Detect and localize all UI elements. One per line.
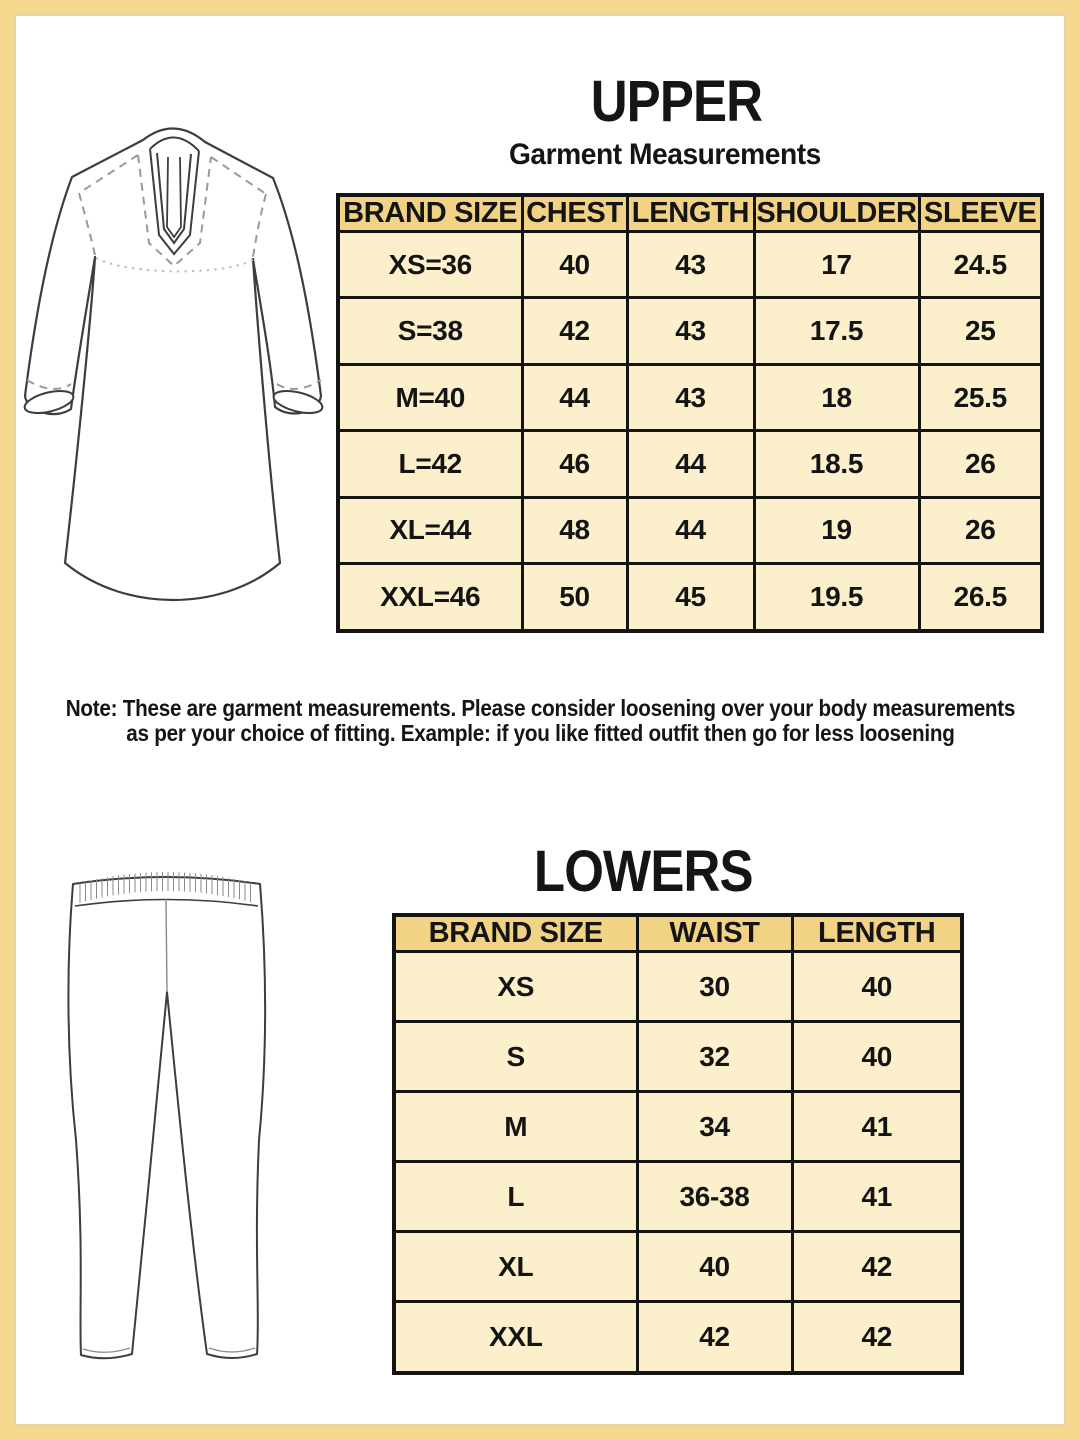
note-line-2: as per your choice of fitting. Example: if you like fitted outfit then go for less loosening bbox=[125, 720, 955, 746]
size-cell: 34 bbox=[637, 1092, 792, 1162]
size-cell: 19 bbox=[754, 497, 919, 563]
size-cell: 42 bbox=[522, 298, 627, 364]
size-cell: 42 bbox=[792, 1232, 962, 1302]
upper-title: UPPER bbox=[590, 69, 762, 134]
size-cell: 24.5 bbox=[919, 232, 1042, 298]
size-cell: 44 bbox=[522, 364, 627, 430]
upper-title-wrap bbox=[276, 68, 1076, 135]
size-row bbox=[338, 364, 1042, 430]
leggings-line-drawing bbox=[55, 868, 305, 1368]
size-cell: XL=44 bbox=[338, 497, 522, 563]
column-header: LENGTH bbox=[627, 195, 754, 232]
size-row bbox=[394, 1092, 962, 1162]
measurement-note-text bbox=[65, 696, 1014, 746]
size-cell: 32 bbox=[637, 1022, 792, 1092]
size-cell: 41 bbox=[792, 1162, 962, 1232]
size-cell: 50 bbox=[522, 564, 627, 631]
size-row bbox=[338, 298, 1042, 364]
size-row bbox=[394, 952, 962, 1022]
upper-size-table bbox=[336, 193, 1044, 633]
size-cell: 25.5 bbox=[919, 364, 1042, 430]
lowers-title-wrap bbox=[243, 838, 1043, 905]
column-header: BRAND SIZE bbox=[394, 915, 637, 952]
size-cell: 18.5 bbox=[754, 431, 919, 497]
size-cell: XS bbox=[394, 952, 637, 1022]
size-cell: 40 bbox=[637, 1232, 792, 1302]
size-cell: XXL=46 bbox=[338, 564, 522, 631]
size-cell: 40 bbox=[792, 952, 962, 1022]
size-cell: 42 bbox=[792, 1302, 962, 1373]
size-cell: 18 bbox=[754, 364, 919, 430]
size-cell: M bbox=[394, 1092, 637, 1162]
size-cell: 44 bbox=[627, 431, 754, 497]
column-header: CHEST bbox=[522, 195, 627, 232]
size-cell: 42 bbox=[637, 1302, 792, 1373]
size-cell: 40 bbox=[522, 232, 627, 298]
size-row bbox=[394, 1232, 962, 1302]
size-cell: 26.5 bbox=[919, 564, 1042, 631]
size-cell: S=38 bbox=[338, 298, 522, 364]
size-cell: 36-38 bbox=[637, 1162, 792, 1232]
size-cell: XL bbox=[394, 1232, 637, 1302]
size-cell: M=40 bbox=[338, 364, 522, 430]
header-row bbox=[394, 915, 962, 952]
size-cell: S bbox=[394, 1022, 637, 1092]
size-row bbox=[338, 232, 1042, 298]
upper-subtitle-wrap bbox=[265, 138, 1065, 172]
size-cell: 17 bbox=[754, 232, 919, 298]
size-row bbox=[394, 1302, 962, 1373]
size-row bbox=[394, 1022, 962, 1092]
size-cell: 17.5 bbox=[754, 298, 919, 364]
size-row bbox=[338, 497, 1042, 563]
size-cell: 41 bbox=[792, 1092, 962, 1162]
kurta-line-drawing bbox=[13, 108, 333, 653]
size-cell: 26 bbox=[919, 431, 1042, 497]
column-header: WAIST bbox=[637, 915, 792, 952]
size-row bbox=[338, 431, 1042, 497]
upper-subtitle: Garment Measurements bbox=[509, 138, 821, 171]
size-cell: 40 bbox=[792, 1022, 962, 1092]
header-row bbox=[338, 195, 1042, 232]
column-header: SHOULDER bbox=[754, 195, 919, 232]
column-header: BRAND SIZE bbox=[338, 195, 522, 232]
note-line-1: Note: These are garment measurements. Please consider loosening over your body measurements bbox=[65, 695, 1015, 721]
size-cell: 45 bbox=[627, 564, 754, 631]
size-cell: L=42 bbox=[338, 431, 522, 497]
size-cell: XXL bbox=[394, 1302, 637, 1373]
size-row bbox=[394, 1162, 962, 1232]
size-row bbox=[338, 564, 1042, 631]
column-header: LENGTH bbox=[792, 915, 962, 952]
size-cell: 43 bbox=[627, 232, 754, 298]
size-cell: 30 bbox=[637, 952, 792, 1022]
size-cell: 46 bbox=[522, 431, 627, 497]
lowers-size-table bbox=[392, 913, 964, 1375]
size-cell: L bbox=[394, 1162, 637, 1232]
lowers-title: LOWERS bbox=[533, 839, 753, 904]
size-cell: 19.5 bbox=[754, 564, 919, 631]
size-cell: 48 bbox=[522, 497, 627, 563]
size-cell: 26 bbox=[919, 497, 1042, 563]
size-cell: 25 bbox=[919, 298, 1042, 364]
size-cell: 43 bbox=[627, 364, 754, 430]
size-cell: XS=36 bbox=[338, 232, 522, 298]
size-cell: 44 bbox=[627, 497, 754, 563]
size-cell: 43 bbox=[627, 298, 754, 364]
column-header: SLEEVE bbox=[919, 195, 1042, 232]
measurement-note bbox=[0, 696, 1080, 746]
leggings-center-seam bbox=[166, 899, 167, 992]
kurta-body-outline bbox=[25, 128, 321, 600]
